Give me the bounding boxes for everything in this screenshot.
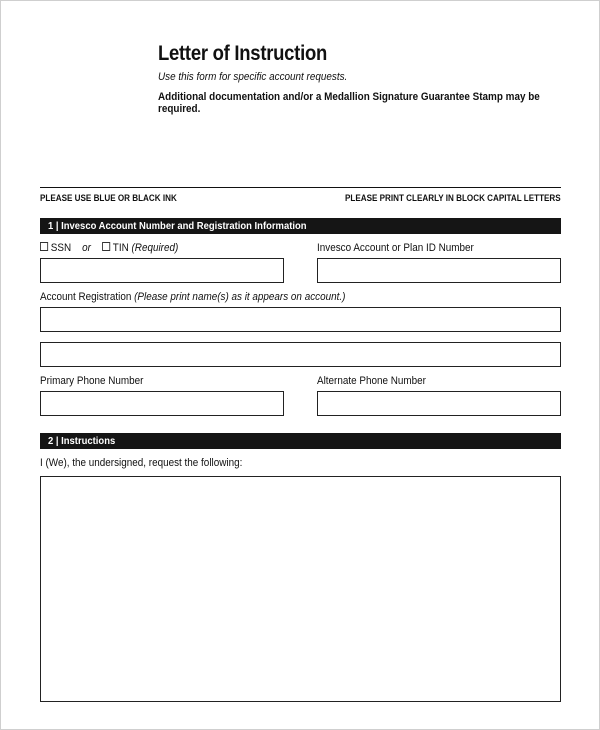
section-1-title: 1 | Invesco Account Number and Registration Information: [48, 220, 307, 232]
primary-phone-label: Primary Phone Number: [40, 375, 144, 387]
caps-instruction: PLEASE PRINT CLEARLY IN BLOCK CAPITAL LETTERS: [345, 193, 561, 203]
registration-label: Account Registration: [40, 291, 132, 303]
or-text: or: [82, 242, 91, 254]
ssn-label: SSN: [50, 242, 72, 254]
alternate-phone-input[interactable]: [317, 391, 561, 416]
documentation-notice: Additional documentation and/or a Medallion Signature Guarantee Stamp may be required.: [158, 91, 540, 115]
registration-hint: (Please print name(s) as it appears on account.): [134, 291, 346, 303]
ssn-tin-input[interactable]: [40, 258, 284, 283]
page-title: Letter of Instruction: [158, 42, 328, 65]
registration-input-line-1[interactable]: [40, 307, 561, 332]
section-1-header: [40, 218, 561, 234]
ink-instruction: PLEASE USE BLUE OR BLACK INK: [40, 193, 177, 203]
tin-label: TIN: [112, 242, 129, 254]
section-2-title: 2 | Instructions: [48, 435, 116, 447]
account-id-input[interactable]: [317, 258, 561, 283]
divider: [40, 187, 561, 188]
alternate-phone-label: Alternate Phone Number: [317, 375, 426, 387]
instructions-textarea[interactable]: [40, 476, 561, 702]
page-subtitle: Use this form for specific account requests.: [158, 71, 348, 83]
registration-label-group: [40, 291, 345, 303]
primary-phone-input[interactable]: [40, 391, 284, 416]
request-label: I (We), the undersigned, request the following:: [40, 457, 243, 469]
required-note: (Required): [131, 242, 179, 254]
ssn-checkbox[interactable]: [40, 242, 48, 251]
registration-input-line-2[interactable]: [40, 342, 561, 367]
account-id-label: Invesco Account or Plan ID Number: [317, 242, 474, 254]
section-2-header: [40, 433, 561, 449]
tin-checkbox[interactable]: [102, 242, 110, 251]
ssn-tin-group: [40, 242, 178, 254]
